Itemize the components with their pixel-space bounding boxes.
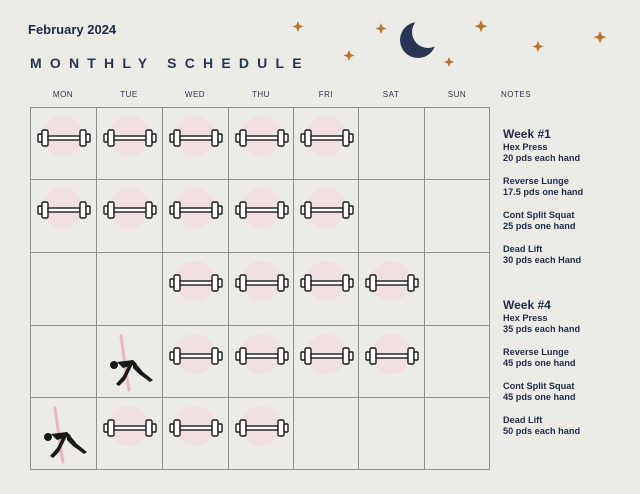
calendar-cell (359, 108, 424, 180)
calendar-cell (31, 398, 96, 470)
dumbbell-icon (169, 347, 223, 365)
calendar-cell (425, 180, 490, 252)
exercise-detail: 30 pds each Hand (503, 255, 582, 265)
exercise-name: Dead Lift (503, 415, 543, 425)
calendar-cell (425, 253, 490, 325)
exercise-detail: 17.5 pds one hand (503, 187, 584, 197)
exercise-name: Hex Press (503, 313, 548, 323)
exercise-name: Hex Press (503, 142, 548, 152)
dumbbell-icon (365, 347, 419, 365)
week-heading: Week #1 (503, 127, 551, 141)
calendar-cell (359, 326, 424, 398)
day-header-wed: WED (184, 90, 206, 99)
notes-week4 (503, 298, 580, 449)
exercise-name: Dead Lift (503, 244, 543, 254)
calendar-cell (31, 108, 96, 180)
calendar-cell (97, 326, 162, 398)
calendar-cell (425, 326, 490, 398)
day-header-sat: SAT (382, 90, 400, 99)
dumbbell-icon (235, 129, 289, 147)
moon-icon (400, 16, 444, 58)
exercise-detail: 45 pds one hand (503, 392, 576, 402)
month-label: February 2024 (28, 22, 117, 37)
day-header-mon: MON (52, 90, 74, 99)
calendar-cell (97, 253, 162, 325)
calendar-cell (229, 253, 294, 325)
calendar-cell (359, 398, 424, 470)
calendar-cell (163, 108, 228, 180)
exercise-name: Cont Split Squat (503, 381, 575, 391)
calendar-cell (97, 398, 162, 470)
exercise-detail: 35 pds each hand (503, 324, 581, 334)
dumbbell-icon (169, 129, 223, 147)
calendar-cell (425, 108, 490, 180)
exercise (503, 210, 583, 232)
dumbbell-icon (169, 201, 223, 219)
calendar-cell (359, 253, 424, 325)
dumbbell-icon (300, 274, 354, 292)
dumbbell-icon (235, 274, 289, 292)
dumbbell-icon (365, 274, 419, 292)
calendar-cell (163, 180, 228, 252)
dumbbell-icon (103, 201, 157, 219)
exercise-name: Cont Split Squat (503, 210, 575, 220)
yoga-pose-icon (103, 334, 157, 394)
calendar-cell (163, 326, 228, 398)
calendar-cell (163, 398, 228, 470)
exercise-name: Reverse Lunge (503, 347, 569, 357)
notes-week1 (503, 127, 583, 278)
exercise (503, 142, 583, 164)
star-icon (532, 41, 543, 52)
page-title: MONTHLY SCHEDULE (30, 55, 310, 71)
exercise-detail: 50 pds each hand (503, 426, 581, 436)
calendar-cell (31, 253, 96, 325)
exercise (503, 313, 580, 335)
exercise (503, 244, 583, 266)
day-header-thu: THU (252, 90, 270, 99)
calendar-cell (294, 180, 359, 252)
notes-header: NOTES (500, 90, 532, 99)
day-header-tue: TUE (120, 90, 138, 99)
dumbbell-icon (235, 201, 289, 219)
calendar-cell (97, 180, 162, 252)
calendar-cell (425, 398, 490, 470)
calendar-cell (31, 326, 96, 398)
star-icon (444, 57, 454, 67)
exercise-detail: 20 pds each hand (503, 153, 581, 163)
star-icon (292, 21, 303, 32)
dumbbell-icon (300, 201, 354, 219)
star-icon (475, 20, 488, 32)
calendar-cell (229, 108, 294, 180)
calendar-cell (229, 398, 294, 470)
calendar-cell (163, 253, 228, 325)
dumbbell-icon (169, 419, 223, 437)
calendar-cell (97, 108, 162, 180)
calendar-cell (229, 180, 294, 252)
yoga-pose-icon (37, 406, 91, 466)
day-header-sun: SUN (447, 90, 467, 99)
star-icon (594, 31, 607, 43)
calendar-cell (294, 326, 359, 398)
star-icon (343, 50, 354, 61)
dumbbell-icon (300, 347, 354, 365)
exercise (503, 381, 580, 403)
calendar-cell (31, 180, 96, 252)
week-heading: Week #4 (503, 298, 551, 312)
calendar-grid (30, 107, 489, 469)
dumbbell-icon (37, 129, 91, 147)
exercise (503, 176, 583, 198)
exercise (503, 415, 580, 437)
star-icon (375, 23, 386, 34)
dumbbell-icon (235, 419, 289, 437)
dumbbell-icon (235, 347, 289, 365)
exercise-detail: 25 pds one hand (503, 221, 576, 231)
calendar-cell (229, 326, 294, 398)
dumbbell-icon (169, 274, 223, 292)
exercise-name: Reverse Lunge (503, 176, 569, 186)
dumbbell-icon (103, 419, 157, 437)
exercise (503, 347, 580, 369)
night-sky-decoration (0, 0, 640, 100)
dumbbell-icon (103, 129, 157, 147)
dumbbell-icon (37, 201, 91, 219)
dumbbell-icon (300, 129, 354, 147)
day-header-fri: FRI (318, 90, 334, 99)
calendar-cell (294, 398, 359, 470)
calendar-cell (294, 108, 359, 180)
exercise-detail: 45 pds one hand (503, 358, 576, 368)
calendar-cell (359, 180, 424, 252)
calendar-cell (294, 253, 359, 325)
